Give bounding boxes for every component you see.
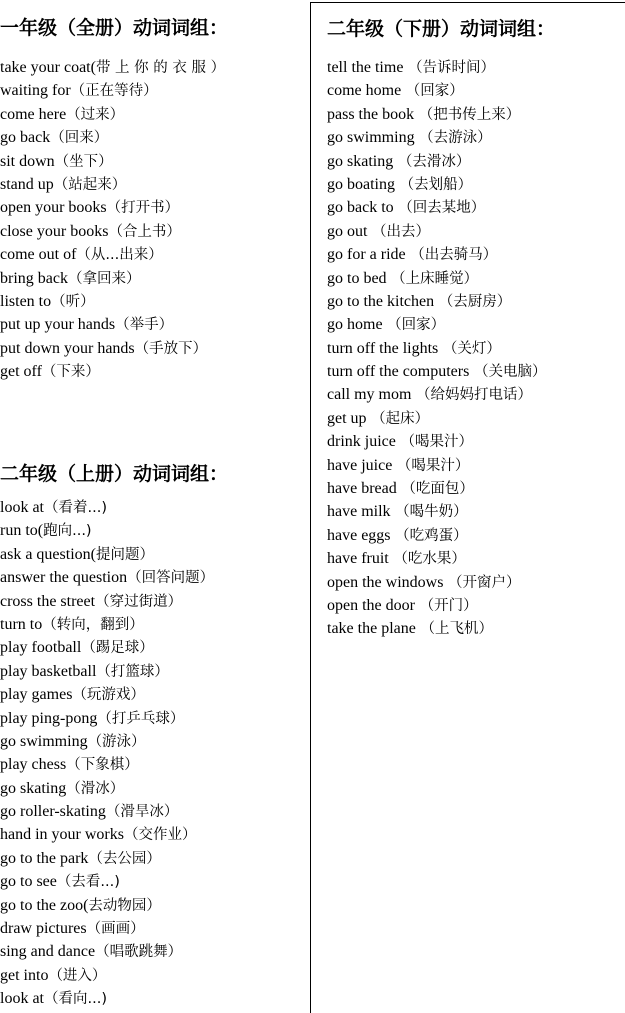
phrase-chinese: （转向，翻到） [42,616,144,633]
phrase-english: waiting for [0,82,71,100]
phrase-chinese: （进入） [48,967,107,984]
phrase-chinese: （拿回来） [67,270,141,287]
phrase-english: have eggs [327,526,391,544]
phrase-item [0,496,228,519]
phrase-item [0,940,228,963]
phrase-item [0,707,228,730]
phrase-chinese: （下来） [41,364,100,381]
grade2-lower-section [327,17,555,641]
phrase-english: have bread [327,480,397,498]
phrase-chinese: （开窗户） [443,574,521,591]
phrase-english: go to see [0,873,57,891]
phrase-english: look at [0,990,44,1008]
phrase-english: turn to [0,615,43,633]
phrase-item [0,243,228,266]
grade1-section [0,16,228,383]
phrase-english: go back to [327,199,394,217]
phrase-item [0,150,228,173]
phrase-english: sing and dance [0,943,96,961]
phrase-item [327,360,555,383]
phrase-chinese: （去看...) [56,874,120,891]
phrase-chinese: 去动物园） [88,897,161,914]
phrase-item [0,337,228,360]
phrase-item [327,547,555,570]
phrase-english: go home [327,316,383,334]
phrase-english: turn off the lights [327,339,439,357]
phrase-english: listen to [0,292,52,310]
grade1-heading: 一年级（全册）动词词组： [0,17,229,39]
phrase-chinese: （手放下） [134,340,208,357]
phrase-english: open the door [327,596,415,614]
phrase-english: tell the time [327,59,404,76]
phrase-english: play chess [0,756,67,774]
grade2-upper-section [0,462,228,1011]
phrase-chinese: （打乒乓球） [97,710,185,727]
phrase-chinese: （看向...) [44,991,107,1008]
phrase-english: get into [0,966,49,984]
phrase-english: have juice [327,456,393,474]
phrase-item [0,566,228,589]
phrase-item [0,519,228,542]
phrase-chinese: （回答问题） [127,570,215,587]
phrase-item [327,571,555,594]
phrase-item [0,730,228,753]
phrase-chinese: （回家） [401,83,464,100]
phrase-chinese: （吃水果） [388,551,466,568]
phrase-chinese: （回来） [50,130,109,147]
phrase-item [0,220,228,243]
phrase-item [327,56,555,79]
phrase-english: have milk [327,503,391,521]
phrase-item [0,360,228,383]
phrase-english: go to the park [0,849,89,867]
phrase-chinese: （正在等待） [70,83,158,100]
phrase-chinese: （去划船） [395,176,473,193]
phrase-chinese: （起床） [366,410,430,427]
phrase-item [0,196,228,219]
phrase-english: drink juice [327,433,396,451]
phrase-chinese: （去厨房） [434,293,512,310]
phrase-item [327,150,555,173]
phrase-english: play ping-pong [0,709,98,727]
phrase-chinese: （喝果汁） [395,434,473,451]
phrase-item [327,500,555,523]
phrase-english: go boating [327,175,395,193]
phrase-english: sit down [0,152,55,170]
phrase-chinese: （过来） [66,106,125,123]
phrase-chinese: （唱歌跳舞） [95,944,183,961]
phrase-item [327,617,555,640]
phrase-item [0,636,228,659]
grade2-upper-list [0,496,228,1011]
phrase-english: go out [327,222,368,240]
phrase-item [327,313,555,336]
phrase-english: look at [0,499,44,516]
phrase-chinese: （关电脑） [469,364,547,381]
phrase-chinese: （坐下） [54,153,113,170]
phrase-chinese: （关灯） [438,340,501,357]
phrase-chinese: （合上书） [108,223,181,240]
phrase-item [0,894,228,917]
phrase-chinese: （吃鸡蛋） [390,527,468,544]
phrase-chinese: （去滑冰） [393,153,471,170]
phrase-item [327,524,555,547]
phrase-item [327,220,555,243]
phrase-chinese: （上飞机） [415,621,493,638]
phrase-chinese: （把书传上来） [414,106,521,123]
phrase-chinese: （吃面包） [396,481,474,498]
phrase-chinese: （从...出来） [76,247,163,264]
phrase-english: bring back [0,269,68,287]
phrase-english: come here [0,105,67,123]
phrase-english: go roller-skating [0,803,106,821]
phrase-english: stand up [0,175,54,193]
phrase-item [0,173,228,196]
phrase-english: get off [0,363,42,381]
phrase-chinese: （游泳） [87,733,146,750]
phrase-chinese: （回家） [382,317,446,334]
phrase-english: take the plane [327,620,416,638]
phrase-item [0,753,228,776]
phrase-english: go swimming [0,732,88,750]
phrase-item [0,870,228,893]
phrase-english: go back [0,129,51,147]
phrase-chinese: （去公园） [88,850,161,867]
phrase-english: open the windows [327,573,444,591]
phrase-item [0,987,228,1010]
phrase-english: answer the question [0,569,128,587]
grade2-upper-heading: 二年级（上册）动词词组： [0,463,229,485]
phrase-english: play football [0,639,82,657]
phrase-item [0,267,228,290]
phrase-english: ask a question( [0,545,96,563]
phrase-item [327,477,555,500]
phrase-item [327,243,555,266]
phrase-english: cross the street [0,592,96,610]
grade2-lower-heading: 二年级（下册）动词词组： [327,18,556,40]
phrase-english: open your books [0,199,107,217]
phrase-chinese: （站起来） [53,176,127,193]
phrase-item [0,313,228,336]
phrase-item [0,79,228,102]
phrase-english: go skating [327,152,394,170]
phrase-chinese: （给妈妈打电话） [411,387,533,404]
phrase-chinese: （滑旱冰） [105,804,179,821]
phrase-english: go to bed [327,269,387,287]
phrase-item [327,267,555,290]
phrase-chinese: （上床睡觉） [386,270,479,287]
phrase-english: close your books [0,222,109,240]
phrase-chinese: （交作业） [123,827,197,844]
phrase-english: pass the book [327,105,415,123]
phrase-item [327,79,555,102]
phrase-chinese: 带 上 你 的 衣 服 ） [95,60,226,76]
phrase-chinese: （出去骑马） [405,247,498,264]
phrase-item [327,454,555,477]
phrase-chinese: （画画） [86,921,145,938]
phrase-item [0,590,228,613]
phrase-english: go skating [0,779,67,797]
phrase-item [0,847,228,870]
grade1-list [0,56,228,383]
phrase-chinese: （出去） [367,223,431,240]
phrase-item [327,594,555,617]
phrase-english: go swimming [327,129,415,147]
phrase-item [0,103,228,126]
phrase-english: draw pictures [0,920,87,938]
phrase-english: hand in your works [0,826,124,844]
phrase-english: go to the kitchen [327,292,435,310]
phrase-item [0,56,228,79]
phrase-english: have fruit [327,550,389,568]
phrase-item [327,383,555,406]
phrase-chinese: （听） [51,293,95,310]
phrase-item [327,407,555,430]
phrase-item [0,683,228,706]
phrase-item [0,290,228,313]
phrase-chinese: （举手） [115,317,174,334]
phrase-chinese: （回去某地） [393,200,486,217]
phrase-item [327,290,555,313]
phrase-english: put down your hands [0,339,135,357]
phrase-english: turn off the computers [327,363,470,381]
phrase-chinese: （穿过街道） [95,593,183,610]
phrase-english: play games [0,686,73,704]
phrase-item [327,173,555,196]
phrase-item [327,196,555,219]
phrase-english: take your coat( [0,59,96,76]
phrase-chinese: （踢足球） [81,640,154,657]
phrase-item [0,543,228,566]
phrase-item [327,103,555,126]
phrase-english: put up your hands [0,316,116,334]
grade2-lower-list [327,56,555,641]
phrase-english: play basketball [0,662,97,680]
phrase-chinese: （开门） [414,597,478,614]
phrase-item [327,337,555,360]
phrase-item [0,823,228,846]
phrase-item [0,126,228,149]
phrase-chinese: （喝果汁） [392,457,470,474]
phrase-item [0,964,228,987]
phrase-item [0,613,228,636]
phrase-english: come out of [0,246,77,264]
phrase-chinese: 提问题） [95,546,154,563]
phrase-english: call my mom [327,386,412,404]
phrase-item [0,777,228,800]
phrase-chinese: （去游泳） [414,130,492,147]
phrase-english: come home [327,82,402,100]
phrase-english: go for a ride [327,246,406,264]
phrase-chinese: （玩游戏） [72,687,145,704]
phrase-chinese: （喝牛奶） [390,504,468,521]
column-divider [310,2,311,1013]
phrase-english: get up [327,409,367,427]
phrase-chinese: （滑冰） [66,780,125,797]
phrase-item [0,917,228,940]
phrase-chinese: （看着...) [44,500,107,516]
phrase-chinese: 跑向...) [43,523,92,540]
phrase-english: go to the zoo( [0,896,89,914]
phrase-chinese: （告诉时间） [403,60,496,76]
phrase-english: run to( [0,522,44,540]
phrase-chinese: （打篮球） [96,663,169,680]
phrase-item [0,660,228,683]
phrase-item [0,800,228,823]
top-rule [310,2,625,3]
phrase-chinese: （打开书） [106,200,180,217]
phrase-item [327,430,555,453]
phrase-chinese: （下象棋） [66,757,139,774]
phrase-item [327,126,555,149]
